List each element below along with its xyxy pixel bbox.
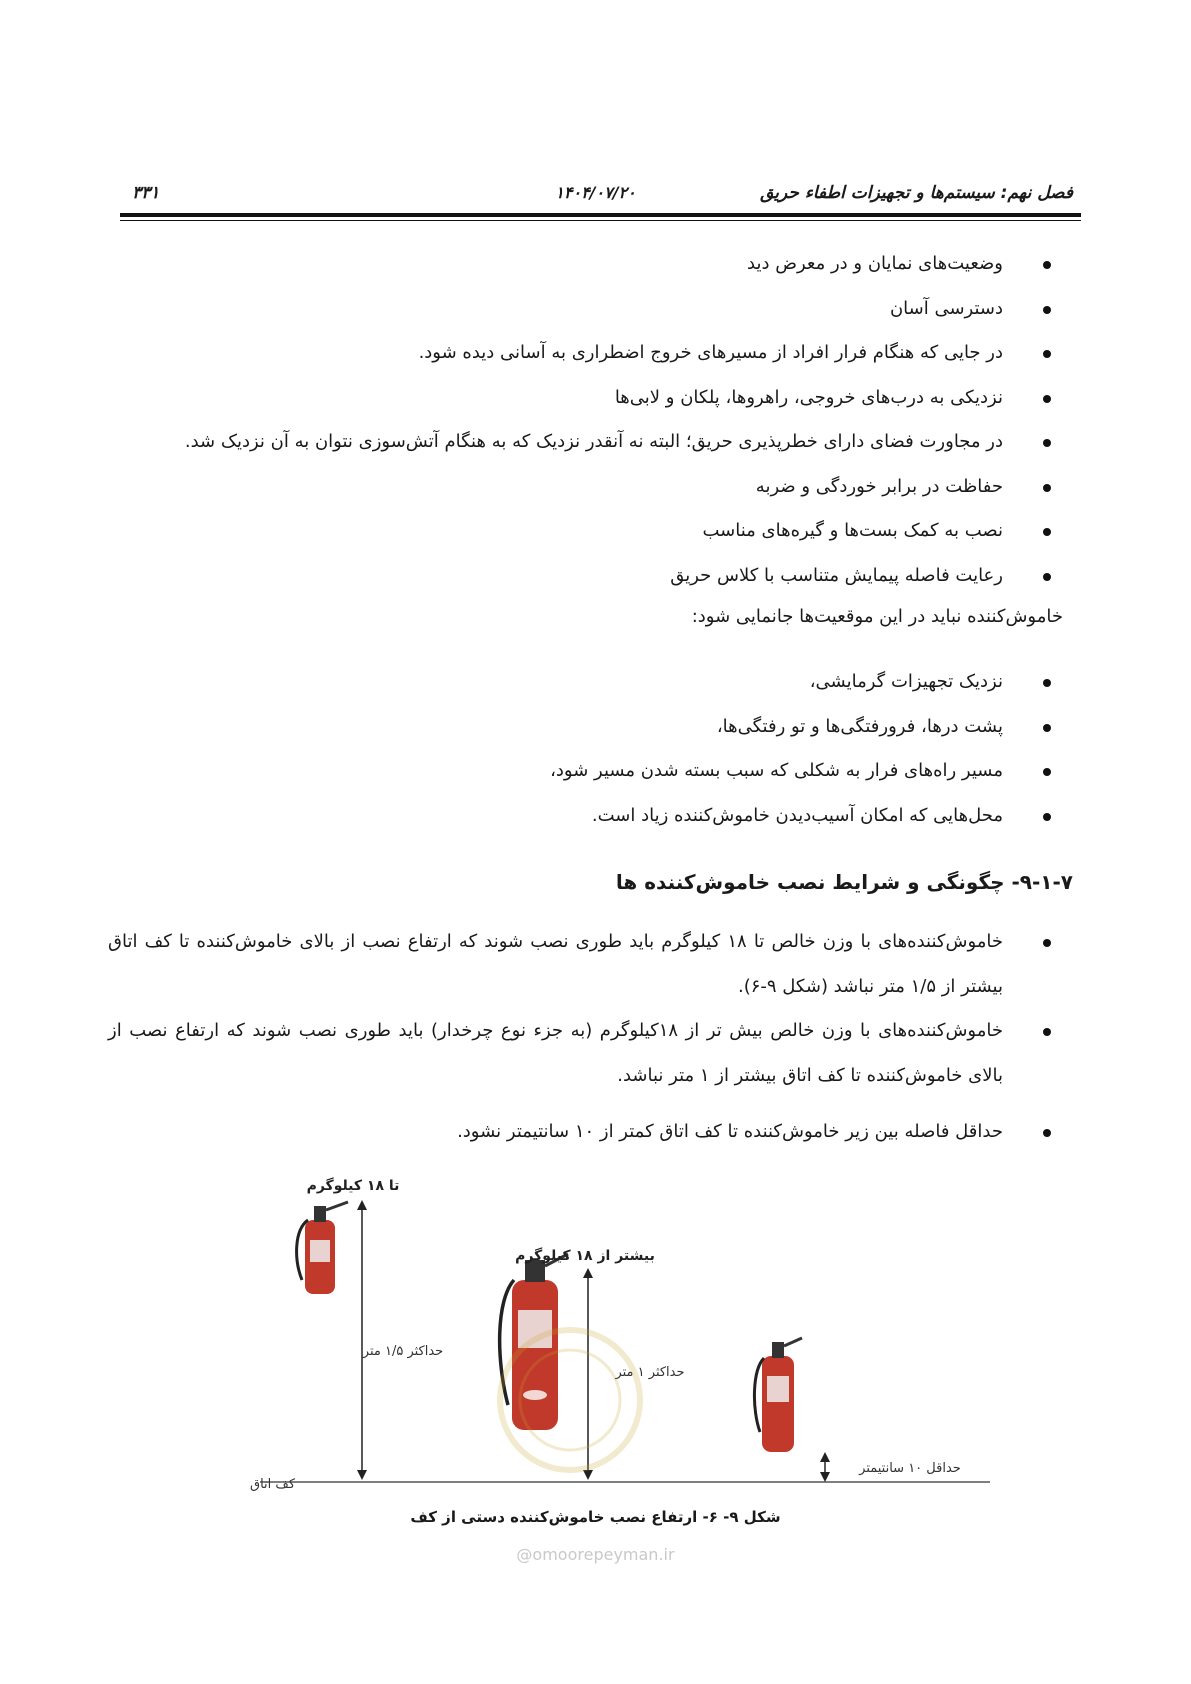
header-date: ۱۴۰۴/۰۷/۲۰ bbox=[555, 183, 636, 202]
list-item: پشت درها، فرورفتگی‌ها و تو رفتگی‌ها، bbox=[108, 705, 1063, 750]
small-extinguisher-icon bbox=[297, 1202, 348, 1294]
list-item: مسیر راه‌های فرار به شکلی که سبب بسته شدن مسیر شود، bbox=[108, 749, 1063, 794]
list-item: نزدیک تجهیزات گرمایشی، bbox=[108, 660, 1063, 705]
min-clearance-label: حداقل ۱۰ سانتیمتر bbox=[859, 1461, 961, 1476]
max-height-large-label: حداکثر ۱ متر bbox=[615, 1365, 685, 1380]
max-height-small-label: حداکثر ۱/۵ متر bbox=[362, 1344, 444, 1359]
install-bullet-list bbox=[108, 920, 1063, 1155]
list-item: خاموش‌کننده‌های با وزن خالص تا ۱۸ کیلوگرم باید طوری نصب شوند که ارتفاع نصب از بالای خاموش‌کننده تا کف اتاق بیشتر از ۱/۵ متر نباشد (شکل ۹-۶). bbox=[108, 920, 1063, 1009]
watermark-seal-icon bbox=[500, 1330, 640, 1470]
header-rule-thick bbox=[120, 213, 1081, 217]
small-label: تا ۱۸ کیلوگرم bbox=[306, 1178, 400, 1194]
placement-bullet-list bbox=[108, 242, 1063, 598]
list-item: در مجاورت فضای دارای خطرپذیری حریق؛ البته نه آنقدر نزدیک که به هنگام آتش‌سوزی نتوان به آن نزدیک شد. bbox=[108, 420, 1063, 465]
extinguisher-height-figure bbox=[190, 1170, 1010, 1500]
floor-label: کف اتاق bbox=[250, 1477, 296, 1492]
list-item: وضعیت‌های نمایان و در معرض دید bbox=[108, 242, 1063, 287]
not-placed-bullet-list bbox=[108, 660, 1063, 838]
large-label: بیشتر از ۱۸ کیلوگرم bbox=[515, 1248, 655, 1264]
not-placed-intro: خاموش‌کننده نباید در این موقعیت‌ها جانمایی شود: bbox=[691, 606, 1063, 627]
figure-caption: شکل ۹- ۶- ارتفاع نصب خاموش‌کننده دستی از کف bbox=[410, 1508, 781, 1526]
list-item: محل‌هایی که امکان آسیب‌دیدن خاموش‌کننده زیاد است. bbox=[108, 794, 1063, 839]
clearance-extinguisher-icon bbox=[754, 1338, 802, 1452]
list-item: خاموش‌کننده‌های با وزن خالص بیش تر از ۱۸کیلوگرم (به جزء نوع چرخدار) باید طوری نصب شوند که ارتفاع نصب از بالای خاموش‌کننده تا کف اتاق بیشتر از ۱ متر نباشد. bbox=[108, 1009, 1063, 1098]
list-item: دسترسی آسان bbox=[108, 287, 1063, 332]
section-heading: ۹-۱-۷- چگونگی و شرایط نصب خاموش‌کننده ها bbox=[615, 870, 1073, 894]
list-item: حداقل فاصله بین زیر خاموش‌کننده تا کف اتاق کمتر از ۱۰ سانتیمتر نشود. bbox=[108, 1110, 1063, 1155]
website-watermark: @omoorepeyman.ir bbox=[516, 1545, 675, 1564]
list-item: در جایی که هنگام فرار افراد از مسیرهای خروج اضطراری به آسانی دیده شود. bbox=[108, 331, 1063, 376]
chapter-title: فصل نهم: سیستم‌ها و تجهیزات اطفاء حریق bbox=[760, 183, 1073, 203]
list-item: رعایت فاصله پیمایش متناسب با کلاس حریق bbox=[108, 554, 1063, 599]
header-rule-thin bbox=[120, 220, 1081, 221]
list-item: حفاظت در برابر خوردگی و ضربه bbox=[108, 465, 1063, 510]
list-item: نزدیکی به درب‌های خروجی، راهروها، پلکان و لابی‌ها bbox=[108, 376, 1063, 421]
list-item: نصب به کمک بست‌ها و گیره‌های مناسب bbox=[108, 509, 1063, 554]
page-number: ۳۳۱ bbox=[132, 183, 160, 203]
